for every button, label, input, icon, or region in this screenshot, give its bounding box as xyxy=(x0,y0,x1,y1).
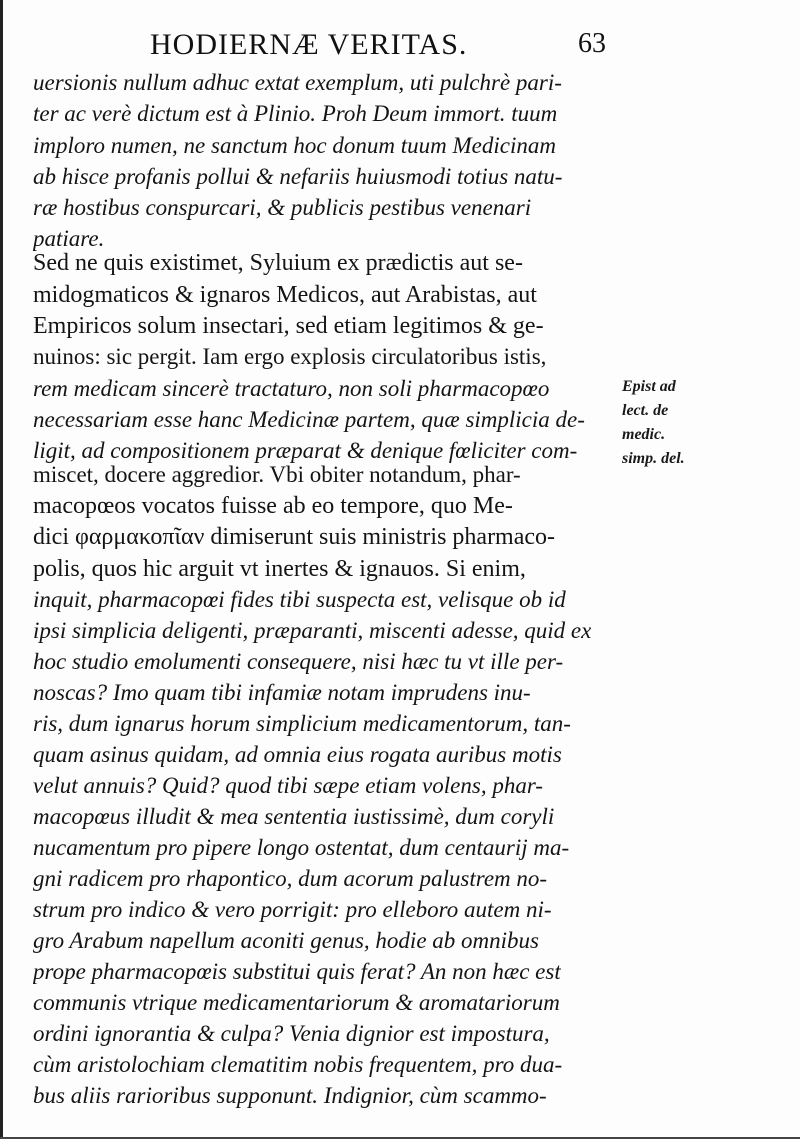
text-line-33: cùm aristolochiam clematitim nobis frequentem, pro dua- xyxy=(33,1052,563,1077)
text-line-21: noscas? Imo quam tibi infamiæ notam imprudens inu- xyxy=(33,680,531,705)
text-line-34: bus aliis rarioribus supponunt. Indignior, cùm scammo- xyxy=(33,1083,547,1108)
text-line-32: ordini ignorantia & culpa? Venia dignior est impostura, xyxy=(33,1021,550,1046)
text-line-12: necessariam esse hanc Medicinæ partem, quæ simplicia de- xyxy=(33,407,585,432)
margin-note-line-1: Epist ad xyxy=(622,378,676,395)
page-left-edge xyxy=(0,0,3,1139)
text-line-20: hoc studio emolumenti consequere, nisi hæc tu vt ille per- xyxy=(33,649,564,674)
text-line-26: nucamentum pro pipere longo ostentat, dum centaurij ma- xyxy=(33,835,570,860)
text-line-19: ipsi simplicia deligenti, præparanti, miscenti adesse, quid ex xyxy=(33,618,592,643)
margin-note-line-3: medic. xyxy=(622,426,666,443)
text-line-24: velut annuis? Quid? quod tibi sæpe etiam volens, phar- xyxy=(33,773,543,798)
text-line-6: patiare. xyxy=(33,226,105,251)
text-line-18: inquit, pharmacopœi fides tibi suspecta est, velisque ob id xyxy=(33,587,566,612)
text-line-16: dici φαρμακοπῖαν dimiserunt suis ministris pharmaco- xyxy=(33,524,556,550)
margin-note-line-4: simp. del. xyxy=(622,450,685,467)
text-line-11: rem medicam sincerè tractaturo, non soli pharmacopœo xyxy=(33,376,550,401)
text-line-28: strum pro indico & vero porrigit: pro elleboro autem ni- xyxy=(33,897,552,922)
text-line-10: nuinos: sic pergit. Iam ergo explosis circulatoribus istis, xyxy=(33,344,547,369)
running-head: HODIERNÆ VERITAS. xyxy=(150,28,468,61)
text-line-17: polis, quos hic arguit vt inertes & ignauos. Si enim, xyxy=(33,556,526,582)
text-line-3: imploro numen, ne sanctum hoc donum tuum Medicinam xyxy=(33,133,556,158)
page-number: 63 xyxy=(578,28,606,59)
text-line-7: Sed ne quis existimet, Syluium ex prædictis aut se- xyxy=(33,250,523,276)
text-line-29: gro Arabum napellum aconiti genus, hodie ab omnibus xyxy=(33,928,539,953)
text-line-1: uersionis nullum adhuc extat exemplum, uti pulchrè pari- xyxy=(33,70,562,95)
text-line-4: ab hisce profanis pollui & nefariis huiusmodi totius natu- xyxy=(33,164,563,189)
margin-note-line-2: lect. de xyxy=(622,402,669,419)
text-line-5: ræ hostibus conspurcari, & publicis pestibus venenari xyxy=(33,195,532,220)
text-line-23: quam asinus quidam, ad omnia eius rogata auribus motis xyxy=(33,742,562,767)
text-line-2: ter ac verè dictum est à Plinio. Proh Deum immort. tuum xyxy=(33,101,558,126)
text-line-8: midogmaticos & ignaros Medicos, aut Arabistas, aut xyxy=(33,282,537,308)
text-line-22: ris, dum ignarus horum simplicium medicamentorum, tan- xyxy=(33,711,571,736)
text-line-31: communis vtrique medicamentariorum & aromatariorum xyxy=(33,990,560,1015)
text-line-30: prope pharmacopœis substitui quis ferat? An non hæc est xyxy=(33,959,561,984)
text-line-27: gni radicem pro rhapontico, dum acorum palustrem no- xyxy=(33,866,548,891)
text-line-14: miscet, docere aggredior. Vbi obiter notandum, phar- xyxy=(33,462,521,487)
text-line-15: macopœos vocatos fuisse ab eo tempore, quo Me- xyxy=(33,493,513,519)
text-line-9: Empiricos solum insectari, sed etiam legitimos & ge- xyxy=(33,313,544,339)
text-line-25: macopœus illudit & mea sententia iustissimè, dum coryli xyxy=(33,804,555,829)
text-line-13: ligit, ad compositionem præparat & denique fœliciter com- xyxy=(33,438,578,463)
